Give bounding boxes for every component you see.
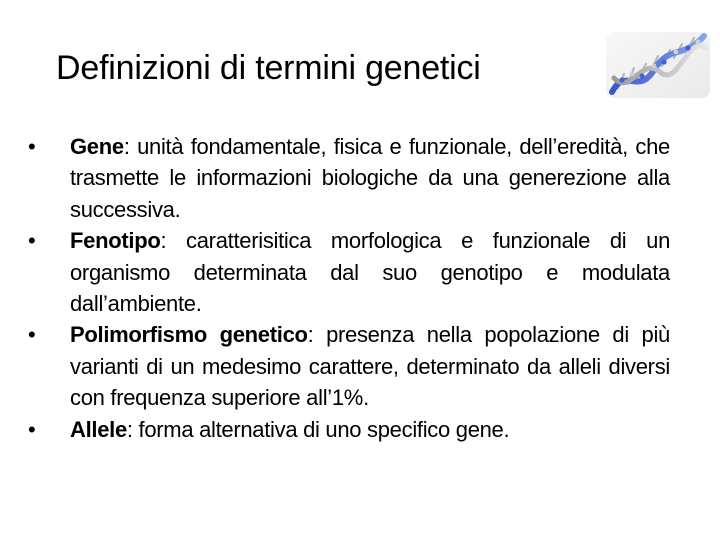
term-label: Gene	[70, 134, 124, 159]
term-label: Polimorfismo genetico	[70, 322, 308, 348]
definition-text: : caratterisitica morfologica e funzionale di un organismo determinata dal suo genotipo e modulata dall’ambiente.	[70, 228, 670, 317]
bullet-item-gene	[28, 131, 670, 225]
slide-title: Definizioni di termini genetici	[56, 49, 481, 87]
dna-double-helix-icon	[604, 26, 712, 104]
bullet-symbol: •	[28, 322, 36, 348]
bullet-list	[28, 131, 670, 445]
term-label: Fenotipo	[70, 228, 161, 254]
bullet-item-fenotipo	[28, 225, 670, 319]
definition-text: : unità fondamentale, fisica e funzionale, dell’eredità, che trasmette le informazioni biologiche da una generezione alla successiva.	[70, 134, 670, 222]
definition-text: : forma alternativa di uno specifico gene.	[126, 416, 510, 442]
bullet-symbol: •	[28, 228, 36, 254]
term-label: Allele	[70, 416, 127, 442]
bullet-item-allele	[28, 414, 670, 445]
bullet-item-polimorfismo	[28, 319, 670, 413]
bullet-symbol: •	[28, 416, 36, 442]
definition-text: : presenza nella popolazione di più varianti di un medesimo carattere, determinato da alleli diversi con frequenza superiore all’1%.	[70, 322, 670, 411]
bullet-symbol: •	[28, 134, 36, 159]
